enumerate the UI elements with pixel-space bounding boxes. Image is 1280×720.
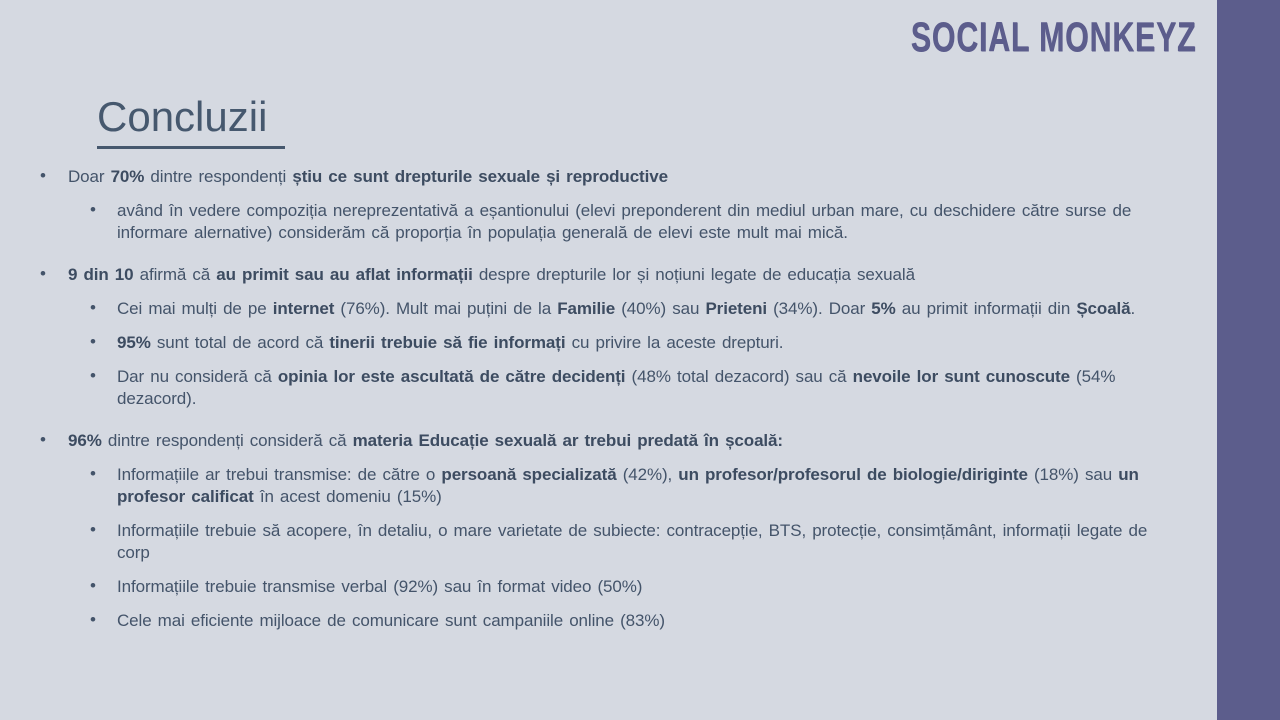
- sub-bullet-item: [0, 520, 1210, 564]
- bullet-marker: •: [90, 520, 96, 539]
- page-title: Concluzii: [97, 94, 285, 149]
- bullet-text: Doar 70% dintre respondenți știu ce sunt drepturile sexuale și reproductive: [68, 167, 668, 186]
- sub-bullet-item: [0, 200, 1210, 244]
- sub-bullet-item: [0, 298, 1210, 320]
- bullet-item: [0, 166, 1210, 188]
- bullet-text: Cei mai mulți de pe internet (76%). Mult mai puțini de la Familie (40%) sau Prieteni (34%). Doar 5% au primit informații din Școală.: [117, 299, 1136, 318]
- bullet-text: Cele mai eficiente mijloace de comunicare sunt campaniile online (83%): [117, 611, 665, 630]
- bullet-text: Informațiile trebuie transmise verbal (92%) sau în format video (50%): [117, 577, 643, 596]
- bullet-text: 95% sunt total de acord că tinerii trebuie să fie informați cu privire la aceste drepturi.: [117, 333, 784, 352]
- bullet-list: [0, 166, 1210, 644]
- sub-bullet-item: [0, 332, 1210, 354]
- sub-bullet-item: [0, 576, 1210, 598]
- bullet-marker: •: [40, 166, 46, 185]
- bullet-marker: •: [90, 610, 96, 629]
- bullet-marker: •: [90, 366, 96, 385]
- sub-bullet-item: [0, 464, 1210, 508]
- bullet-text: Informațiile trebuie să acopere, în detaliu, o mare varietate de subiecte: contracepție, BTS, protecție, consimțământ, informații legate de corp: [117, 521, 1148, 562]
- bullet-marker: •: [90, 200, 96, 219]
- bullet-item: [0, 430, 1210, 452]
- bullet-marker: •: [90, 464, 96, 483]
- bullet-text: Informațiile ar trebui transmise: de către o persoană specializată (42%), un profesor/profesorul de biologie/diriginte (18%) sau un profesor calificat în acest domeniu (15%): [117, 465, 1139, 506]
- social-monkeyz-logo: SOCIAL MONKEYZ: [910, 14, 1196, 60]
- bullet-item: [0, 264, 1210, 286]
- bullet-text: având în vedere compoziția nereprezentativă a eșantionului (elevi preponderent din mediul urban mare, cu deschidere către surse de informare alernative) considerăm că proporția în populația generală de elevi este mult mai mică.: [117, 201, 1132, 242]
- bullet-marker: •: [90, 298, 96, 317]
- bullet-text: 9 din 10 afirmă că au primit sau au aflat informații despre drepturile lor și noțiuni legate de educația sexuală: [68, 265, 915, 284]
- bullet-marker: •: [40, 430, 46, 449]
- sub-bullet-item: [0, 610, 1210, 632]
- bullet-text: Dar nu consideră că opinia lor este ascultată de către decidenți (48% total dezacord) sau că nevoile lor sunt cunoscute (54% dezacord).: [117, 367, 1116, 408]
- bullet-marker: •: [90, 332, 96, 351]
- right-accent-bar: [1217, 0, 1280, 720]
- bullet-marker: •: [40, 264, 46, 283]
- bullet-text: 96% dintre respondenți consideră că materia Educație sexuală ar trebui predată în școală:: [68, 431, 783, 450]
- sub-bullet-item: [0, 366, 1210, 410]
- bullet-marker: •: [90, 576, 96, 595]
